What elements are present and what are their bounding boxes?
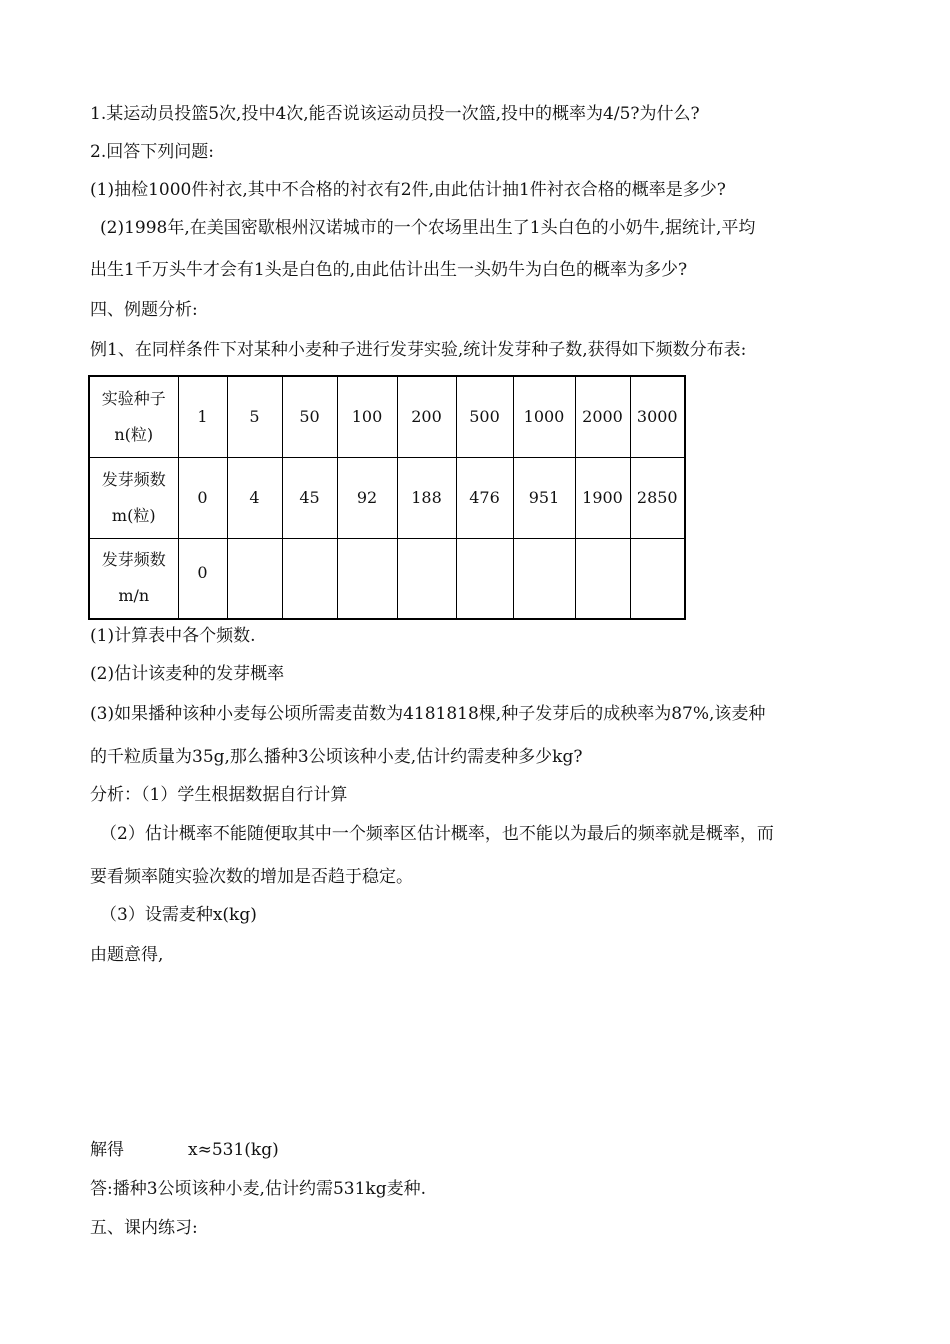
section-heading-examples: 四、例题分析:	[90, 300, 198, 320]
table-cell	[397, 538, 456, 619]
table-cell: 1900	[575, 457, 630, 538]
question-2-part-2-cont: 出生1千万头牛才会有1头是白色的,由此估计出生一头奶牛为白色的概率为多少?	[90, 260, 688, 280]
table-cell: 2000	[575, 376, 630, 457]
table-cell	[630, 538, 685, 619]
table-cell	[456, 538, 513, 619]
table-cell	[513, 538, 575, 619]
table-cell: 0	[178, 457, 227, 538]
analysis-2-cont: 要看频率随实验次数的增加是否趋于稳定。	[90, 867, 413, 887]
table-cell: 1000	[513, 376, 575, 457]
solution-label: 解得	[90, 1140, 124, 1160]
solution-value: x≈531(kg)	[188, 1140, 279, 1160]
table-cell	[282, 538, 337, 619]
table-row	[89, 457, 685, 538]
table-cell: 500	[456, 376, 513, 457]
row-header: 发芽频数 m(粒)	[89, 457, 178, 538]
table-cell: 45	[282, 457, 337, 538]
table-cell	[337, 538, 397, 619]
table-cell: 951	[513, 457, 575, 538]
table-cell: 2850	[630, 457, 685, 538]
row-header: 实验种子 n(粒)	[89, 376, 178, 457]
table-row	[89, 538, 685, 619]
table-cell: 1	[178, 376, 227, 457]
table-cell: 3000	[630, 376, 685, 457]
table-row	[89, 376, 685, 457]
task-3-cont: 的千粒质量为35g,那么播种3公顷该种小麦,估计约需麦种多少kg?	[90, 747, 583, 767]
table-cell: 100	[337, 376, 397, 457]
table-cell	[575, 538, 630, 619]
task-2: (2)估计该麦种的发芽概率	[90, 664, 285, 684]
example-1-statement: 例1、在同样条件下对某种小麦种子进行发芽实验,统计发芽种子数,获得如下频数分布表:	[90, 340, 747, 360]
question-1: 1.某运动员投篮5次,投中4次,能否说该运动员投一次篮,投中的概率为4/5?为什么?	[90, 104, 700, 124]
table-cell: 0	[178, 538, 227, 619]
section-heading-practice: 五、课内练习:	[90, 1218, 198, 1238]
task-3: (3)如果播种该种小麦每公顷所需麦苗数为4181818棵,种子发芽后的成秧率为87%,该麦种	[90, 704, 766, 724]
question-2-part-2: (2)1998年,在美国密歇根州汉诺城市的一个农场里出生了1头白色的小奶牛,据统计,平均	[100, 218, 756, 238]
question-2: 2.回答下列问题:	[90, 142, 214, 162]
task-1: (1)计算表中各个频数.	[90, 626, 256, 646]
table-cell	[227, 538, 282, 619]
analysis-1: 分析：（1）学生根据数据自行计算	[90, 785, 348, 805]
table-cell: 4	[227, 457, 282, 538]
frequency-table	[88, 375, 686, 620]
table-cell: 50	[282, 376, 337, 457]
question-2-part-1: (1)抽检1000件衬衣,其中不合格的衬衣有2件,由此估计抽1件衬衣合格的概率是多少?	[90, 180, 726, 200]
table-cell: 5	[227, 376, 282, 457]
table-cell: 92	[337, 457, 397, 538]
table-cell: 200	[397, 376, 456, 457]
analysis-2: （2）估计概率不能随便取其中一个频率区估计概率，也不能以为最后的频率就是概率，而	[100, 824, 774, 844]
table-cell: 188	[397, 457, 456, 538]
equation-intro: 由题意得,	[90, 945, 164, 965]
table-cell: 476	[456, 457, 513, 538]
answer: 答:播种3公顷该种小麦,估计约需531kg麦种.	[90, 1179, 426, 1199]
analysis-3: （3）设需麦种x(kg)	[100, 905, 257, 925]
row-header: 发芽频数 m/n	[89, 538, 178, 619]
